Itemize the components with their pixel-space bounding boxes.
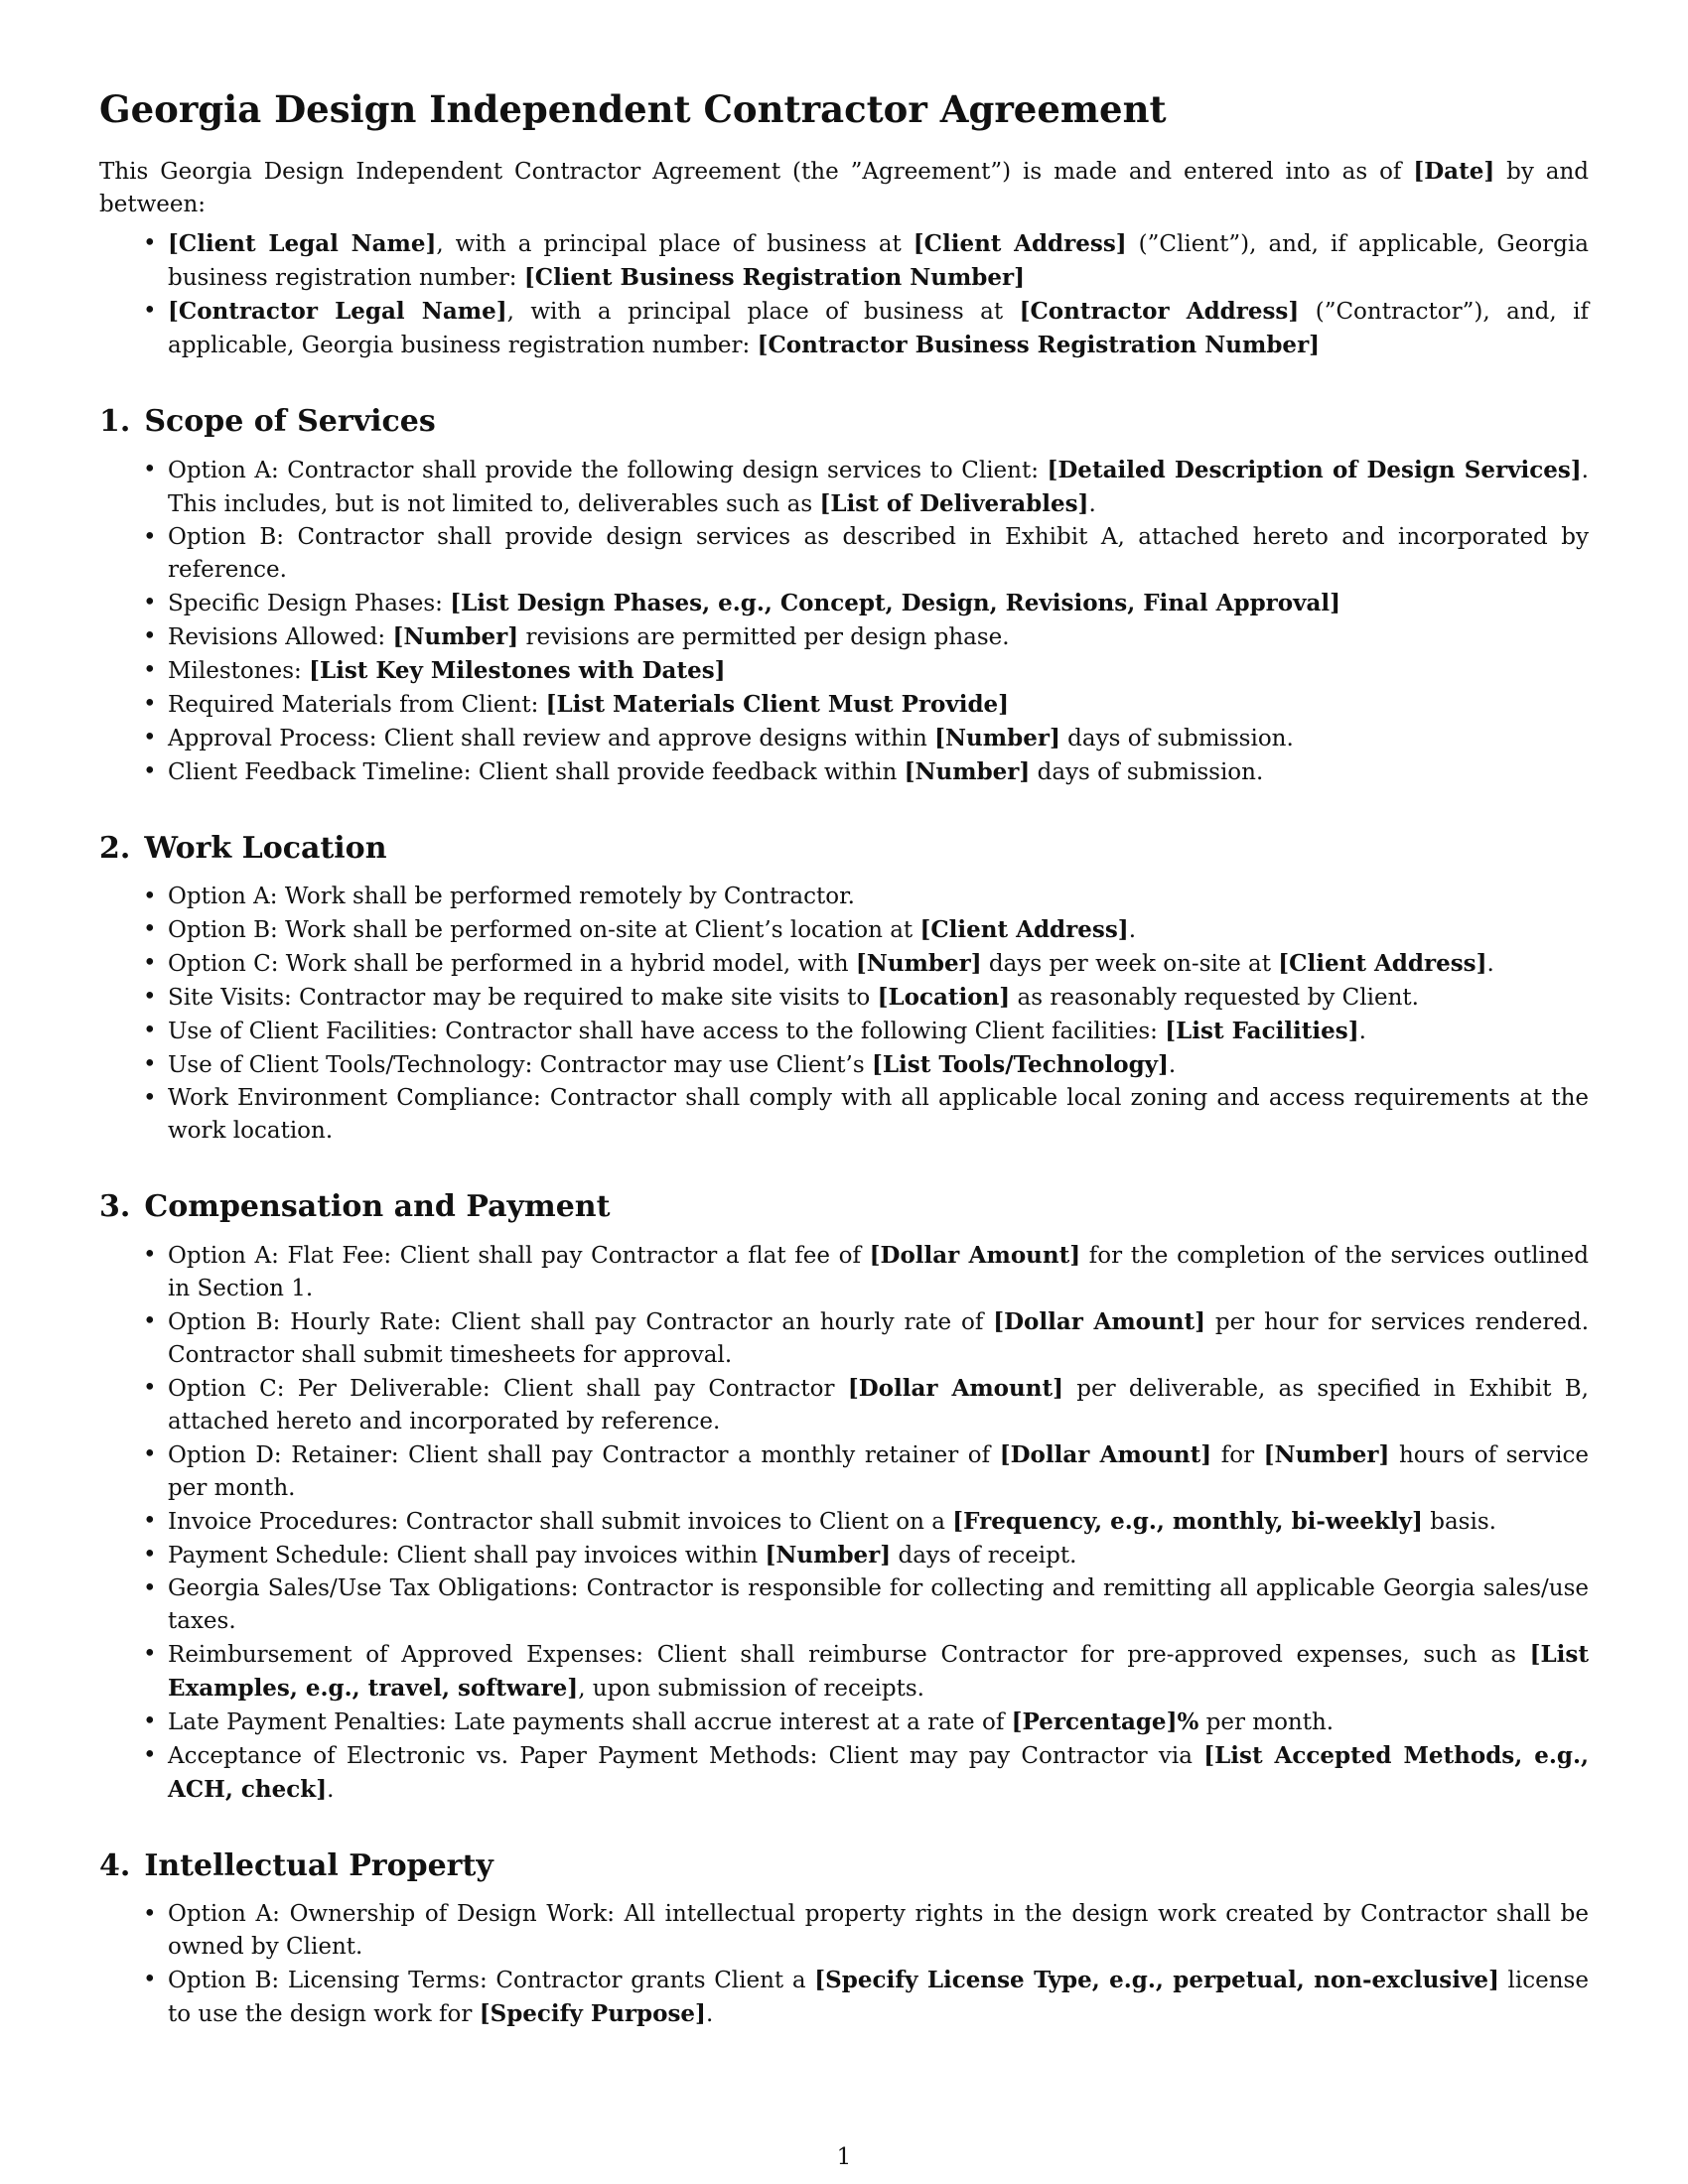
compensation-item	[99, 1438, 1589, 1505]
placeholder-field: [Client Address]	[1278, 950, 1487, 978]
text-run: Payment Schedule: Client shall pay invoices within	[168, 1543, 766, 1570]
work-location-item	[99, 1015, 1589, 1048]
text-run: Revisions Allowed:	[168, 624, 393, 651]
text-run: per hour for services rendered. Contractor shall submit timesheets for approval.	[168, 1309, 1590, 1369]
text-run: .	[327, 1777, 335, 1804]
text-run: This Georgia Design Independent Contractor Agreement (the ”Agreement”) is made and entered into as of	[99, 159, 1414, 186]
text-run: for the completion of the services outlined in Section 1.	[168, 1243, 1589, 1302]
placeholder-field: [Date]	[1413, 158, 1495, 186]
text-run: Approval Process: Client shall review and approve designs within	[168, 726, 935, 752]
party-item	[99, 227, 1589, 295]
compensation-list	[99, 1239, 1589, 1807]
compensation-item	[99, 1539, 1589, 1572]
text-run: Option A: Work shall be performed remotely by Contractor.	[168, 884, 855, 910]
placeholder-field: [Client Legal Name]	[168, 230, 437, 258]
placeholder-field: [Number]	[855, 950, 982, 978]
placeholder-field: [Location]	[877, 984, 1011, 1012]
placeholder-field: [Contractor Address]	[1019, 298, 1300, 326]
compensation-item	[99, 1638, 1589, 1706]
placeholder-field: [Number]	[392, 623, 519, 651]
scope-list	[99, 454, 1589, 789]
text-run: .	[1358, 1019, 1366, 1045]
placeholder-field: [Dollar Amount]	[869, 1242, 1081, 1270]
text-run: per deliverable, as specified in Exhibit B, attached hereto and incorporated by reference.	[168, 1376, 1589, 1435]
text-run: .	[1128, 917, 1136, 944]
text-run: (”Contractor”), and, if applicable, Georgia business registration number:	[168, 299, 1589, 359]
text-run: Option B: Contractor shall provide design services as described in Exhibit A, attached hereto and incorporated by reference.	[168, 524, 1589, 584]
intro-paragraph	[99, 155, 1589, 221]
text-run: days of receipt.	[891, 1543, 1077, 1570]
work-location-item	[99, 1048, 1589, 1082]
compensation-item	[99, 1372, 1589, 1438]
text-run: Work Environment Compliance: Contractor shall comply with all applicable local zoning and access requirements at the work location.	[168, 1085, 1589, 1145]
placeholder-field: [Frequency, e.g., monthly, bi-weekly]	[952, 1508, 1423, 1536]
placeholder-field: [Number]	[1263, 1441, 1390, 1469]
text-run: days of submission.	[1030, 759, 1264, 786]
placeholder-field: [Client Business Registration Number]	[523, 264, 1026, 292]
text-run: by and between:	[99, 159, 1589, 218]
text-run: for	[1211, 1442, 1264, 1469]
compensation-item	[99, 1305, 1589, 1372]
text-run: Option A: Ownership of Design Work: All intellectual property rights in the design work created by Contractor shall be owned by Client.	[168, 1901, 1589, 1961]
compensation-item	[99, 1739, 1589, 1807]
placeholder-field: [Client Address]	[919, 916, 1129, 944]
placeholder-field: [Number]	[765, 1542, 892, 1570]
placeholder-field: [List of Deliverables]	[819, 490, 1089, 518]
text-run: , with a principal place of business at	[436, 231, 914, 258]
scope-item	[99, 521, 1589, 587]
text-run: days of submission.	[1059, 726, 1294, 752]
text-run: Georgia Sales/Use Tax Obligations: Contractor is responsible for collecting and remitting all applicable Georgia sales/use taxes.	[168, 1575, 1589, 1635]
scope-item	[99, 722, 1589, 755]
placeholder-field: [List Examples, e.g., travel, software]	[168, 1641, 1589, 1703]
work-location-item	[99, 947, 1589, 981]
placeholder-field: [Dollar Amount]	[999, 1441, 1212, 1469]
text-run: .	[1168, 1052, 1177, 1079]
text-run: , with a principal place of business at	[506, 299, 1020, 326]
text-run: Option B: Licensing Terms: Contractor grants Client a	[168, 1968, 815, 1994]
placeholder-field: [Specify Purpose]	[479, 2000, 706, 2028]
scope-item	[99, 620, 1589, 654]
text-run: Invoice Procedures: Contractor shall submit invoices to Client on a	[168, 1509, 953, 1536]
scope-item	[99, 654, 1589, 688]
parties-list	[99, 227, 1589, 362]
text-run: Option B: Work shall be performed on-site at Client’s location at	[168, 917, 920, 944]
document-title: Georgia Design Independent Contractor Agreement	[99, 87, 1167, 131]
work-location-item	[99, 1082, 1589, 1148]
text-run: Late Payment Penalties: Late payments shall accrue interest at a rate of	[168, 1709, 1012, 1736]
placeholder-field: [List Facilities]	[1165, 1018, 1359, 1045]
text-run: Required Materials from Client:	[168, 692, 546, 719]
page-number: 1	[836, 2144, 852, 2170]
text-run: , upon submission of receipts.	[578, 1676, 924, 1703]
intellectual-property-item	[99, 1964, 1589, 2031]
placeholder-field: [Percentage]%	[1011, 1708, 1199, 1736]
text-run: Milestones:	[168, 658, 310, 685]
placeholder-field: [List Accepted Methods, e.g., ACH, check]	[168, 1742, 1589, 1804]
placeholder-field: [Specify License Type, e.g., perpetual, non-exclusive]	[814, 1967, 1499, 1994]
text-run: .	[1486, 951, 1494, 978]
document-page	[99, 87, 1589, 2031]
placeholder-field: [List Tools/Technology]	[871, 1051, 1169, 1079]
text-run: . This includes, but is not limited to, deliverables such as	[168, 458, 1589, 518]
work-location-item	[99, 881, 1589, 913]
text-run: Site Visits: Contractor may be required to make site visits to	[168, 985, 878, 1012]
text-run: .	[705, 2001, 714, 2028]
placeholder-field: [Dollar Amount]	[993, 1308, 1205, 1336]
text-run: as reasonably requested by Client.	[1010, 985, 1419, 1012]
text-run: .	[1088, 491, 1096, 518]
placeholder-field: [Client Address]	[913, 230, 1127, 258]
text-run: Option C: Work shall be performed in a hybrid model, with	[168, 951, 856, 978]
placeholder-field: [Contractor Business Registration Number]	[757, 332, 1321, 359]
intellectual-property-item	[99, 1898, 1589, 1964]
work-location-item	[99, 981, 1589, 1015]
text-run: Client Feedback Timeline: Client shall provide feedback within	[168, 759, 905, 786]
compensation-item	[99, 1239, 1589, 1305]
placeholder-field: [List Key Milestones with Dates]	[309, 657, 726, 685]
text-run: license to use the design work for	[168, 1968, 1589, 2028]
text-run: Use of Client Facilities: Contractor shall have access to the following Client facilities:	[168, 1019, 1166, 1045]
section-heading-compensation: 3. Compensation and Payment	[99, 1189, 611, 1225]
text-run: hours of service per month.	[168, 1442, 1589, 1502]
text-run: Use of Client Tools/Technology: Contractor may use Client’s	[168, 1052, 872, 1079]
text-run: per month.	[1198, 1709, 1335, 1736]
text-run: Option A: Flat Fee: Client shall pay Contractor a flat fee of	[168, 1243, 870, 1270]
text-run: Option D: Retainer: Client shall pay Contractor a monthly retainer of	[168, 1442, 1000, 1469]
placeholder-field: [List Materials Client Must Provide]	[545, 691, 1010, 719]
placeholder-field: [Number]	[904, 758, 1031, 786]
section-heading-scope: 1. Scope of Services	[99, 404, 436, 440]
text-run: revisions are permitted per design phase.	[518, 624, 1010, 651]
compensation-item	[99, 1706, 1589, 1739]
text-run: (”Client”), and, if applicable, Georgia business registration number:	[168, 231, 1589, 292]
work-location-list	[99, 881, 1589, 1148]
scope-item	[99, 688, 1589, 722]
text-run: Acceptance of Electronic vs. Paper Payment Methods: Client may pay Contractor via	[168, 1743, 1204, 1770]
text-run: Specific Design Phases:	[168, 591, 451, 617]
text-run: Option B: Hourly Rate: Client shall pay Contractor an hourly rate of	[168, 1309, 994, 1336]
compensation-item	[99, 1505, 1589, 1539]
scope-item	[99, 454, 1589, 521]
work-location-item	[99, 913, 1589, 947]
placeholder-field: [List Design Phases, e.g., Concept, Design, Revisions, Final Approval]	[450, 590, 1341, 617]
section-heading-intellectual-property: 4. Intellectual Property	[99, 1848, 493, 1884]
text-run: days per week on-site at	[981, 951, 1279, 978]
placeholder-field: [Detailed Description of Design Services]	[1047, 457, 1582, 484]
text-run: Option A: Contractor shall provide the following design services to Client:	[168, 458, 1048, 484]
text-run: Option C: Per Deliverable: Client shall pay Contractor	[168, 1376, 848, 1403]
scope-item	[99, 587, 1589, 620]
text-run: basis.	[1422, 1509, 1496, 1536]
compensation-item	[99, 1572, 1589, 1638]
scope-item	[99, 755, 1589, 789]
party-item	[99, 295, 1589, 362]
placeholder-field: [Number]	[934, 725, 1060, 752]
placeholder-field: [Contractor Legal Name]	[168, 298, 507, 326]
section-heading-work-location: 2. Work Location	[99, 831, 387, 867]
placeholder-field: [Dollar Amount]	[847, 1375, 1063, 1403]
text-run: Reimbursement of Approved Expenses: Client shall reimburse Contractor for pre-approved expenses, such as	[168, 1642, 1530, 1669]
intellectual-property-list	[99, 1898, 1589, 2031]
